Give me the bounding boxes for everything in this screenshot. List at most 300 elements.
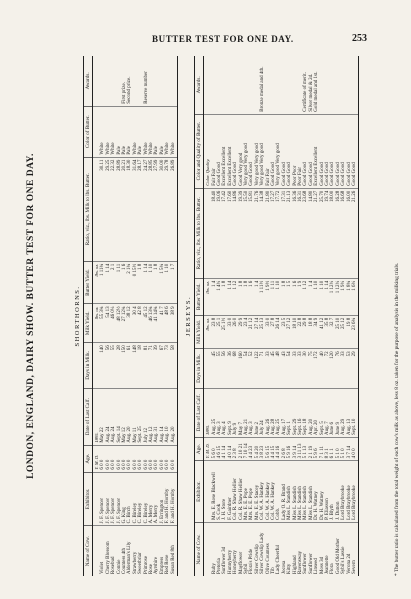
table-cell: 1 10 bbox=[165, 261, 170, 304]
table-cell: Lord Braybrooke bbox=[347, 461, 352, 523]
table-cell: J. Errington bbox=[160, 472, 165, 526]
table-cell: 1 8 bbox=[154, 261, 159, 304]
table-cell: 54 13 bbox=[106, 304, 111, 343]
column-header: Ratio, viz., lbs. Milk to lbs. Butter. bbox=[84, 157, 93, 261]
table-cell: 5 9 6 bbox=[314, 437, 319, 460]
table-cell: 1 6 bbox=[293, 278, 298, 315]
table-cell: 6 0 0 bbox=[154, 445, 159, 472]
table-cell: Good Good bbox=[309, 114, 314, 188]
table-cell: Sept. 5 bbox=[320, 388, 325, 437]
table-cell: July 9 bbox=[233, 388, 238, 437]
table-cell: 2 1 19 bbox=[309, 437, 314, 460]
table-cell: 19 8 bbox=[347, 315, 352, 349]
table-cell: Excellent Excellent bbox=[228, 114, 233, 188]
table-cell: Very good Very good bbox=[255, 114, 260, 188]
table-cell: July 12 bbox=[144, 388, 149, 445]
table-cell: Dr. H. Watney bbox=[320, 461, 325, 523]
unit-cell: lbs. oz. bbox=[204, 278, 212, 315]
table-cell: 5 1 0 bbox=[341, 437, 346, 460]
table-cell: 28.89 bbox=[117, 157, 122, 261]
table-cell: Second prize. bbox=[127, 56, 132, 106]
table-cell: 4 0 14 bbox=[228, 437, 233, 460]
table-cell: 15.81 bbox=[249, 188, 254, 278]
table-cell: White bbox=[149, 106, 154, 157]
column-header: Name of Cow. bbox=[195, 522, 204, 576]
table-cell: 23 6¾ bbox=[352, 315, 359, 349]
table-cell: Pale bbox=[127, 106, 132, 157]
table-cell: Jocosa bbox=[281, 560, 287, 574]
table-cell: 4 4 16 bbox=[276, 437, 281, 460]
table-cell: Good Good bbox=[341, 114, 346, 188]
table-cell: 71 bbox=[260, 349, 265, 388]
table-cell: Aug. 4 bbox=[222, 388, 227, 437]
table-cell: 54 bbox=[287, 349, 292, 388]
table-cell: 6 0 0 bbox=[160, 445, 165, 472]
table-cell: 56 bbox=[222, 349, 227, 388]
table-cell: 19.06 bbox=[217, 188, 222, 278]
table-cell: 148 bbox=[133, 343, 138, 388]
table-cell: Good Good bbox=[352, 114, 359, 188]
table-cell: Poor Fair bbox=[298, 114, 303, 188]
table-cell: Pale bbox=[122, 106, 127, 157]
table-cell: Connie bbox=[116, 559, 122, 574]
table-cell: Excellent Excellent bbox=[314, 114, 319, 188]
table-cell: 17.72 bbox=[276, 188, 281, 278]
table-cell: Silver medal & 2d. bbox=[309, 56, 314, 114]
table-cell: 17.27 bbox=[271, 188, 276, 278]
table-cell: Gold medal and 1st. bbox=[314, 56, 319, 114]
table-cell: 1 5 bbox=[287, 278, 292, 315]
units-row bbox=[93, 56, 101, 576]
table-cell: 33 bbox=[293, 349, 298, 388]
table-cell: 26 0 bbox=[233, 315, 238, 349]
table-cell: 41 7 bbox=[160, 304, 165, 343]
table-cell: 28 bbox=[117, 343, 122, 388]
table-cell: 26.89 bbox=[171, 157, 178, 261]
table-cell: J. H. Store bbox=[222, 461, 227, 523]
table-cell: 1 12 bbox=[233, 278, 238, 315]
table-cell: Sept. 10 bbox=[352, 388, 359, 437]
table-cell: Very good Very good bbox=[260, 114, 265, 188]
table-cell: 55 3¾ bbox=[100, 304, 105, 343]
table-cell: Aug. 26 bbox=[266, 388, 271, 437]
table-cell: 29.78 bbox=[165, 157, 170, 261]
table-cell: 6 0 0 bbox=[171, 445, 178, 472]
table-cell: 27 8 bbox=[271, 315, 276, 349]
table-cell: 6 0 0 bbox=[138, 445, 143, 472]
table-cell: 22 8 bbox=[298, 315, 303, 349]
table-cell: J. F. Spencer bbox=[106, 472, 111, 526]
table-cell: 43 bbox=[282, 349, 287, 388]
table-cell: Dr. H. Watney bbox=[314, 461, 319, 523]
table-cell: Pale bbox=[154, 106, 159, 157]
table-cell: 4 4 15 bbox=[271, 437, 276, 460]
table-cell: Miss L. Standish bbox=[309, 461, 314, 523]
table-cell: 39 bbox=[154, 343, 159, 388]
table-cell: June 2 bbox=[255, 388, 260, 437]
table-cell: 1 14 bbox=[106, 261, 111, 304]
table-cell: 8 3 1 bbox=[325, 437, 330, 460]
table-cell: 1 4 bbox=[255, 278, 260, 315]
table-cell: 4 4 23 bbox=[249, 437, 254, 460]
table-cell: Empress bbox=[159, 556, 165, 574]
table-cell: Hunnyberry bbox=[227, 549, 233, 574]
table-cell: 4 6 15 bbox=[217, 437, 222, 460]
table-cell: Alderman's Lily bbox=[127, 541, 133, 574]
table-cell: 2 10 21 bbox=[239, 437, 244, 460]
table-cell: C. Bireley bbox=[133, 472, 138, 526]
table-cell: 3 11 13 bbox=[298, 437, 303, 460]
table-cell: 30.11 bbox=[100, 157, 105, 261]
unit-cell: Y. M. D. bbox=[93, 445, 101, 472]
unit-cell bbox=[93, 106, 101, 157]
table-cell: 29 9 bbox=[239, 315, 244, 349]
table-cell: Aug. 29 bbox=[341, 388, 346, 437]
table-cell: 6 0 0 bbox=[127, 445, 132, 472]
table-cell: Very good Very good bbox=[276, 114, 281, 188]
table-cell: 140 bbox=[100, 343, 105, 388]
table-cell: 1 6¼ bbox=[352, 278, 359, 315]
table-cell: Sept. 14 bbox=[117, 388, 122, 445]
table-cell: 56 bbox=[106, 343, 111, 388]
table-cell: C. Bireley bbox=[144, 472, 149, 526]
jerseys-table bbox=[194, 56, 359, 576]
table-cell: Silver Cowslip Lady bbox=[260, 532, 266, 574]
table-cell: White bbox=[171, 106, 178, 157]
table-cell: 46 0¼ bbox=[111, 304, 116, 343]
table-cell: 6 0 0 bbox=[144, 445, 149, 472]
table-cell: Mrs. E. E. Pope bbox=[244, 461, 249, 523]
column-header: Age. bbox=[84, 445, 93, 472]
table-cell: Sunflower bbox=[303, 553, 309, 574]
table-cell: June 9 bbox=[336, 388, 341, 437]
table-cell: 1 10 bbox=[149, 261, 154, 304]
table-cell: 120 bbox=[330, 349, 335, 388]
column-header: Ratio, viz., lbs. Milk to lbs. Butter. bbox=[195, 188, 204, 278]
unit-cell: lbs. oz. bbox=[204, 315, 212, 349]
table-cell: 33 bbox=[298, 349, 303, 388]
table-cell: 32 7 bbox=[330, 315, 335, 349]
table-cell: Violet bbox=[100, 561, 106, 574]
table-cell: Jeannette bbox=[325, 555, 331, 574]
table-cell: Sunflower 3d bbox=[222, 546, 228, 574]
table-cell: 6 1 1 bbox=[330, 437, 335, 460]
table-cell: 24.27 bbox=[144, 157, 149, 261]
unit-cell bbox=[204, 56, 212, 114]
table-cell: 28.17 bbox=[138, 157, 143, 261]
table-cell: 33 bbox=[341, 349, 346, 388]
column-header: Milk Yield. bbox=[195, 315, 204, 349]
table-cell: 1 11½ bbox=[260, 278, 265, 315]
table-cell: May 22 bbox=[100, 388, 105, 445]
table-cell: 30 bbox=[303, 349, 308, 388]
table-cell: Good Very good bbox=[239, 114, 244, 188]
table-cell: Col. R. Shaw Hellier bbox=[233, 461, 238, 523]
column-header: Days in Milk. bbox=[84, 343, 93, 388]
table-cell: F. and H. Hornby bbox=[165, 472, 170, 526]
table-cell: 68 bbox=[233, 349, 238, 388]
table-row bbox=[171, 56, 178, 576]
column-header: Age. bbox=[195, 437, 204, 460]
table-cell: Sept. 25 bbox=[138, 388, 143, 445]
table-cell: Col. W. A. Hankey bbox=[271, 461, 276, 523]
table-cell: Lady O. R. Brand bbox=[282, 461, 287, 523]
table-cell: Aug. 20 bbox=[171, 388, 178, 445]
table-cell: Good Good bbox=[303, 114, 308, 188]
table-cell: F. Gairdner bbox=[228, 461, 233, 523]
table-cell: Apr. 20 bbox=[314, 388, 319, 437]
table-cell: 41 14¾ bbox=[154, 304, 159, 343]
table-cell: 45 bbox=[212, 349, 217, 388]
table-cell: 55 bbox=[111, 343, 116, 388]
table-cell: Bronze medal and 4th. bbox=[260, 56, 265, 114]
table-cell: 6 0 0 bbox=[165, 445, 170, 472]
table-cell: 1 9¼ bbox=[341, 278, 346, 315]
table-cell: Flora's Pride bbox=[249, 548, 255, 574]
table-cell: 2 3 8 bbox=[233, 437, 238, 460]
running-title: BUTTER TEST FOR ONE DAY. bbox=[152, 34, 294, 44]
table-cell: Good Good bbox=[271, 114, 276, 188]
table-cell: 16.31 bbox=[298, 188, 303, 278]
table-cell: 20.21 bbox=[122, 157, 127, 261]
table-cell: 1 10 bbox=[276, 278, 281, 315]
table-cell: 27 12¾ bbox=[122, 304, 127, 343]
table-cell: Sweetbriar bbox=[138, 552, 144, 574]
table-cell: White bbox=[100, 106, 105, 157]
table-cell: Rosebud bbox=[111, 556, 117, 574]
table-cell: Good Good bbox=[347, 114, 352, 188]
table-cell: 30 4 bbox=[133, 304, 138, 343]
rotated-spread bbox=[26, 56, 402, 576]
table-cell: 5 6 0 bbox=[212, 437, 217, 460]
table-cell: 2 1 bbox=[111, 261, 116, 304]
table-cell: 160 bbox=[239, 349, 244, 388]
table-cell: Countess 4th bbox=[122, 548, 128, 574]
table-cell: 48 12½ bbox=[117, 304, 122, 343]
table-cell: Severn bbox=[352, 522, 359, 576]
table-cell: Fair Fair bbox=[266, 114, 271, 188]
table-cell: 23.68 bbox=[303, 188, 308, 278]
unit-cell: 1895. bbox=[93, 388, 101, 445]
table-cell: 15.50 bbox=[244, 188, 249, 278]
table-cell: 75 bbox=[309, 349, 314, 388]
unit-cell: 1895. bbox=[204, 388, 212, 437]
unit-cell bbox=[93, 472, 101, 526]
table-cell: Aug. 13 bbox=[347, 388, 352, 437]
table-cell: 16.68 bbox=[341, 188, 346, 278]
table-cell: 29.25 bbox=[106, 157, 111, 261]
table-cell: 1 8 bbox=[282, 278, 287, 315]
table-cell: 1 10 bbox=[314, 278, 319, 315]
table-cell: Aug. 3 bbox=[217, 388, 222, 437]
table-cell: Good Old Mother bbox=[335, 538, 341, 574]
table-cell: C. Birch bbox=[127, 472, 132, 526]
table-cell: 122 bbox=[255, 349, 260, 388]
table-cell: Olive Countess bbox=[265, 543, 271, 574]
table-cell: Poor Poor bbox=[293, 114, 298, 188]
table-cell: 2 1¾ bbox=[127, 261, 132, 304]
table-cell: June 6 bbox=[330, 388, 335, 437]
table-cell: 21.76 bbox=[255, 188, 260, 278]
table-cell: Pale bbox=[160, 106, 165, 157]
table-cell: Highland bbox=[292, 555, 298, 574]
table-cell: 17.42 bbox=[222, 188, 227, 278]
table-cell: 27 12 bbox=[287, 315, 292, 349]
table-cell: Ruby bbox=[211, 563, 217, 574]
table-cell: First prize. bbox=[122, 56, 127, 106]
table-cell: 1 4¼ bbox=[217, 278, 222, 315]
table-cell: 42 8 bbox=[138, 304, 143, 343]
table-cell: 1 6 bbox=[249, 278, 254, 315]
table-cell: Sunflower bbox=[308, 553, 314, 574]
table-cell: 1 11¾ bbox=[100, 261, 105, 304]
table-cell: 23 4 bbox=[244, 315, 249, 349]
table-cell: J. F. Spencer bbox=[100, 472, 105, 526]
table-cell: 45 12 bbox=[144, 304, 149, 343]
column-header: Butter Yield. bbox=[84, 261, 93, 304]
table-cell: 5 1 13 bbox=[303, 437, 308, 460]
table-cell: Rose bbox=[149, 564, 155, 574]
table-cell: 23 8 bbox=[212, 315, 217, 349]
table-cell: 150 bbox=[122, 343, 127, 388]
table-cell: 172 bbox=[314, 349, 319, 388]
table-cell: Miss L. Standish bbox=[303, 461, 308, 523]
header-row bbox=[84, 56, 93, 576]
table-cell: Kitty bbox=[287, 563, 293, 574]
table-cell: 23 5 bbox=[282, 315, 287, 349]
table-cell bbox=[352, 56, 359, 114]
table-cell: 25 1½ bbox=[222, 315, 227, 349]
table-cell: Pretoria bbox=[216, 558, 222, 574]
table-cell: 73 bbox=[165, 343, 170, 388]
unit-cell bbox=[93, 56, 101, 106]
table-cell: 14.86 bbox=[233, 188, 238, 278]
table-cell: 25 13 bbox=[260, 315, 265, 349]
table-cell: Aug. 10 bbox=[165, 388, 170, 445]
table-cell: 1 5¾ bbox=[160, 261, 165, 304]
table-cell: Flora bbox=[330, 563, 336, 574]
table-cell: White bbox=[111, 106, 116, 157]
table-cell: Lady Cheerful bbox=[276, 544, 282, 574]
table-cell: 6 0 0 bbox=[117, 445, 122, 472]
table-cell: 25.70 bbox=[320, 188, 325, 278]
table-cell: 58 bbox=[171, 343, 178, 388]
table-cell: Fair Fair bbox=[212, 114, 217, 188]
table-cell: Excellent Excellent bbox=[222, 114, 227, 188]
table-cell: J. Blyth bbox=[330, 461, 335, 523]
table-cell: 5 6 15 bbox=[266, 437, 271, 460]
table-cell: July 24 bbox=[260, 388, 265, 437]
table-cell: C. Bireley bbox=[138, 472, 143, 526]
table-cell: Aug. 31 bbox=[154, 388, 159, 445]
table-cell: 33 0 bbox=[266, 315, 271, 349]
table-cell: Ravensway bbox=[298, 550, 303, 574]
table-cell: Good Good bbox=[330, 114, 335, 188]
unit-cell bbox=[93, 157, 101, 261]
table-cell: Sept. 16 bbox=[298, 388, 303, 437]
table-cell: Pale bbox=[117, 106, 122, 157]
table-cell: 4 1 14 bbox=[222, 437, 227, 460]
table-cell: 21 12 bbox=[249, 315, 254, 349]
rotated-content bbox=[26, 56, 402, 576]
table-cell: Sept. 18 bbox=[303, 388, 308, 437]
table-cell: 29 8 bbox=[303, 315, 308, 349]
table-cell: Cherry Blossom bbox=[105, 541, 111, 574]
side-title: LONDON, ENGLAND, DAIRY SHOW. BUTTER TEST FOR ONE DAY. bbox=[26, 153, 36, 479]
table-cell: 19.39 bbox=[239, 188, 244, 278]
table-cell: Miss L. Standish bbox=[293, 461, 298, 523]
table-cell: 1 12 bbox=[303, 278, 308, 315]
table-cell: 1 10 bbox=[320, 278, 325, 315]
table-cell: Honeyberry bbox=[233, 550, 239, 574]
table-cell: Aug. 20 bbox=[309, 388, 314, 437]
table-cell: J. Dutton bbox=[336, 461, 341, 523]
table-cell: 7 10 14 bbox=[244, 437, 249, 460]
table-cell: 22.32 bbox=[111, 157, 116, 261]
table-cell: J. F. Spencer bbox=[111, 472, 116, 526]
table-cell: Certificate of merit. bbox=[303, 56, 308, 114]
table-cell: Cobb. bbox=[276, 461, 281, 523]
table-cell: 36 bbox=[228, 349, 233, 388]
table-cell: 16.36 bbox=[293, 188, 298, 278]
table-cell: 2 6 8 bbox=[282, 437, 287, 460]
table-cell: Very good Very good bbox=[244, 114, 249, 188]
table-cell: 1 7 bbox=[171, 261, 178, 304]
table-cell: 14.80 bbox=[309, 188, 314, 278]
table-cell: Verona 2d bbox=[346, 553, 352, 574]
table-cell: 33 bbox=[266, 349, 271, 388]
column-header: Milk Yield. bbox=[84, 304, 93, 343]
table-cell: Sept. 29 bbox=[293, 388, 298, 437]
table-cell: 0 15½ bbox=[133, 261, 138, 304]
table-cell: Lord Braybrooke bbox=[352, 461, 359, 523]
table-cell: 1 11 bbox=[117, 261, 122, 304]
table-cell: Good Good bbox=[217, 114, 222, 188]
shorthorns-table bbox=[83, 56, 178, 576]
table-cell: 18 bbox=[138, 343, 143, 388]
table-cell: 1 8 bbox=[239, 278, 244, 315]
table-cell: 25 10 bbox=[336, 315, 341, 349]
table-cell: Aug. 7 bbox=[325, 388, 330, 437]
table-cell: 14.38 bbox=[260, 188, 265, 278]
table-cell: 55 bbox=[217, 349, 222, 388]
table-cell: 52 bbox=[249, 349, 254, 388]
table-cell: White bbox=[144, 106, 149, 157]
table-cell: Tib bbox=[270, 567, 276, 574]
table-cell: J. F. Spencer bbox=[117, 472, 122, 526]
table-cell: Sybil's Lassie bbox=[341, 546, 347, 574]
table-cell: 18.30 bbox=[127, 157, 132, 261]
table-cell: Aug. 24 bbox=[106, 388, 111, 445]
table-cell: Aug. 28 bbox=[271, 388, 276, 437]
table-cell: Strawberry bbox=[132, 551, 138, 574]
table-cell: 72 bbox=[325, 349, 330, 388]
table-cell: A. Merry bbox=[154, 472, 159, 526]
table-cell: 1 8 bbox=[222, 278, 227, 315]
table-cell: 25 1 bbox=[217, 315, 222, 349]
table-cell: Miss L. Standish bbox=[287, 461, 292, 523]
table-cell: 18.40 bbox=[212, 188, 217, 278]
table-cell: 18.00 bbox=[330, 188, 335, 278]
table-cell: 1 12¼ bbox=[336, 278, 341, 315]
unit-cell: Color. Quality. bbox=[204, 114, 212, 188]
table-cell: May 7 bbox=[239, 388, 244, 437]
table-cell: 6 0 0 bbox=[149, 445, 154, 472]
table-cell: 71 bbox=[149, 343, 154, 388]
table-cell: White bbox=[133, 106, 138, 157]
unit-cell bbox=[204, 522, 212, 576]
table-cell: Col. W. A. Hankey bbox=[266, 461, 271, 523]
